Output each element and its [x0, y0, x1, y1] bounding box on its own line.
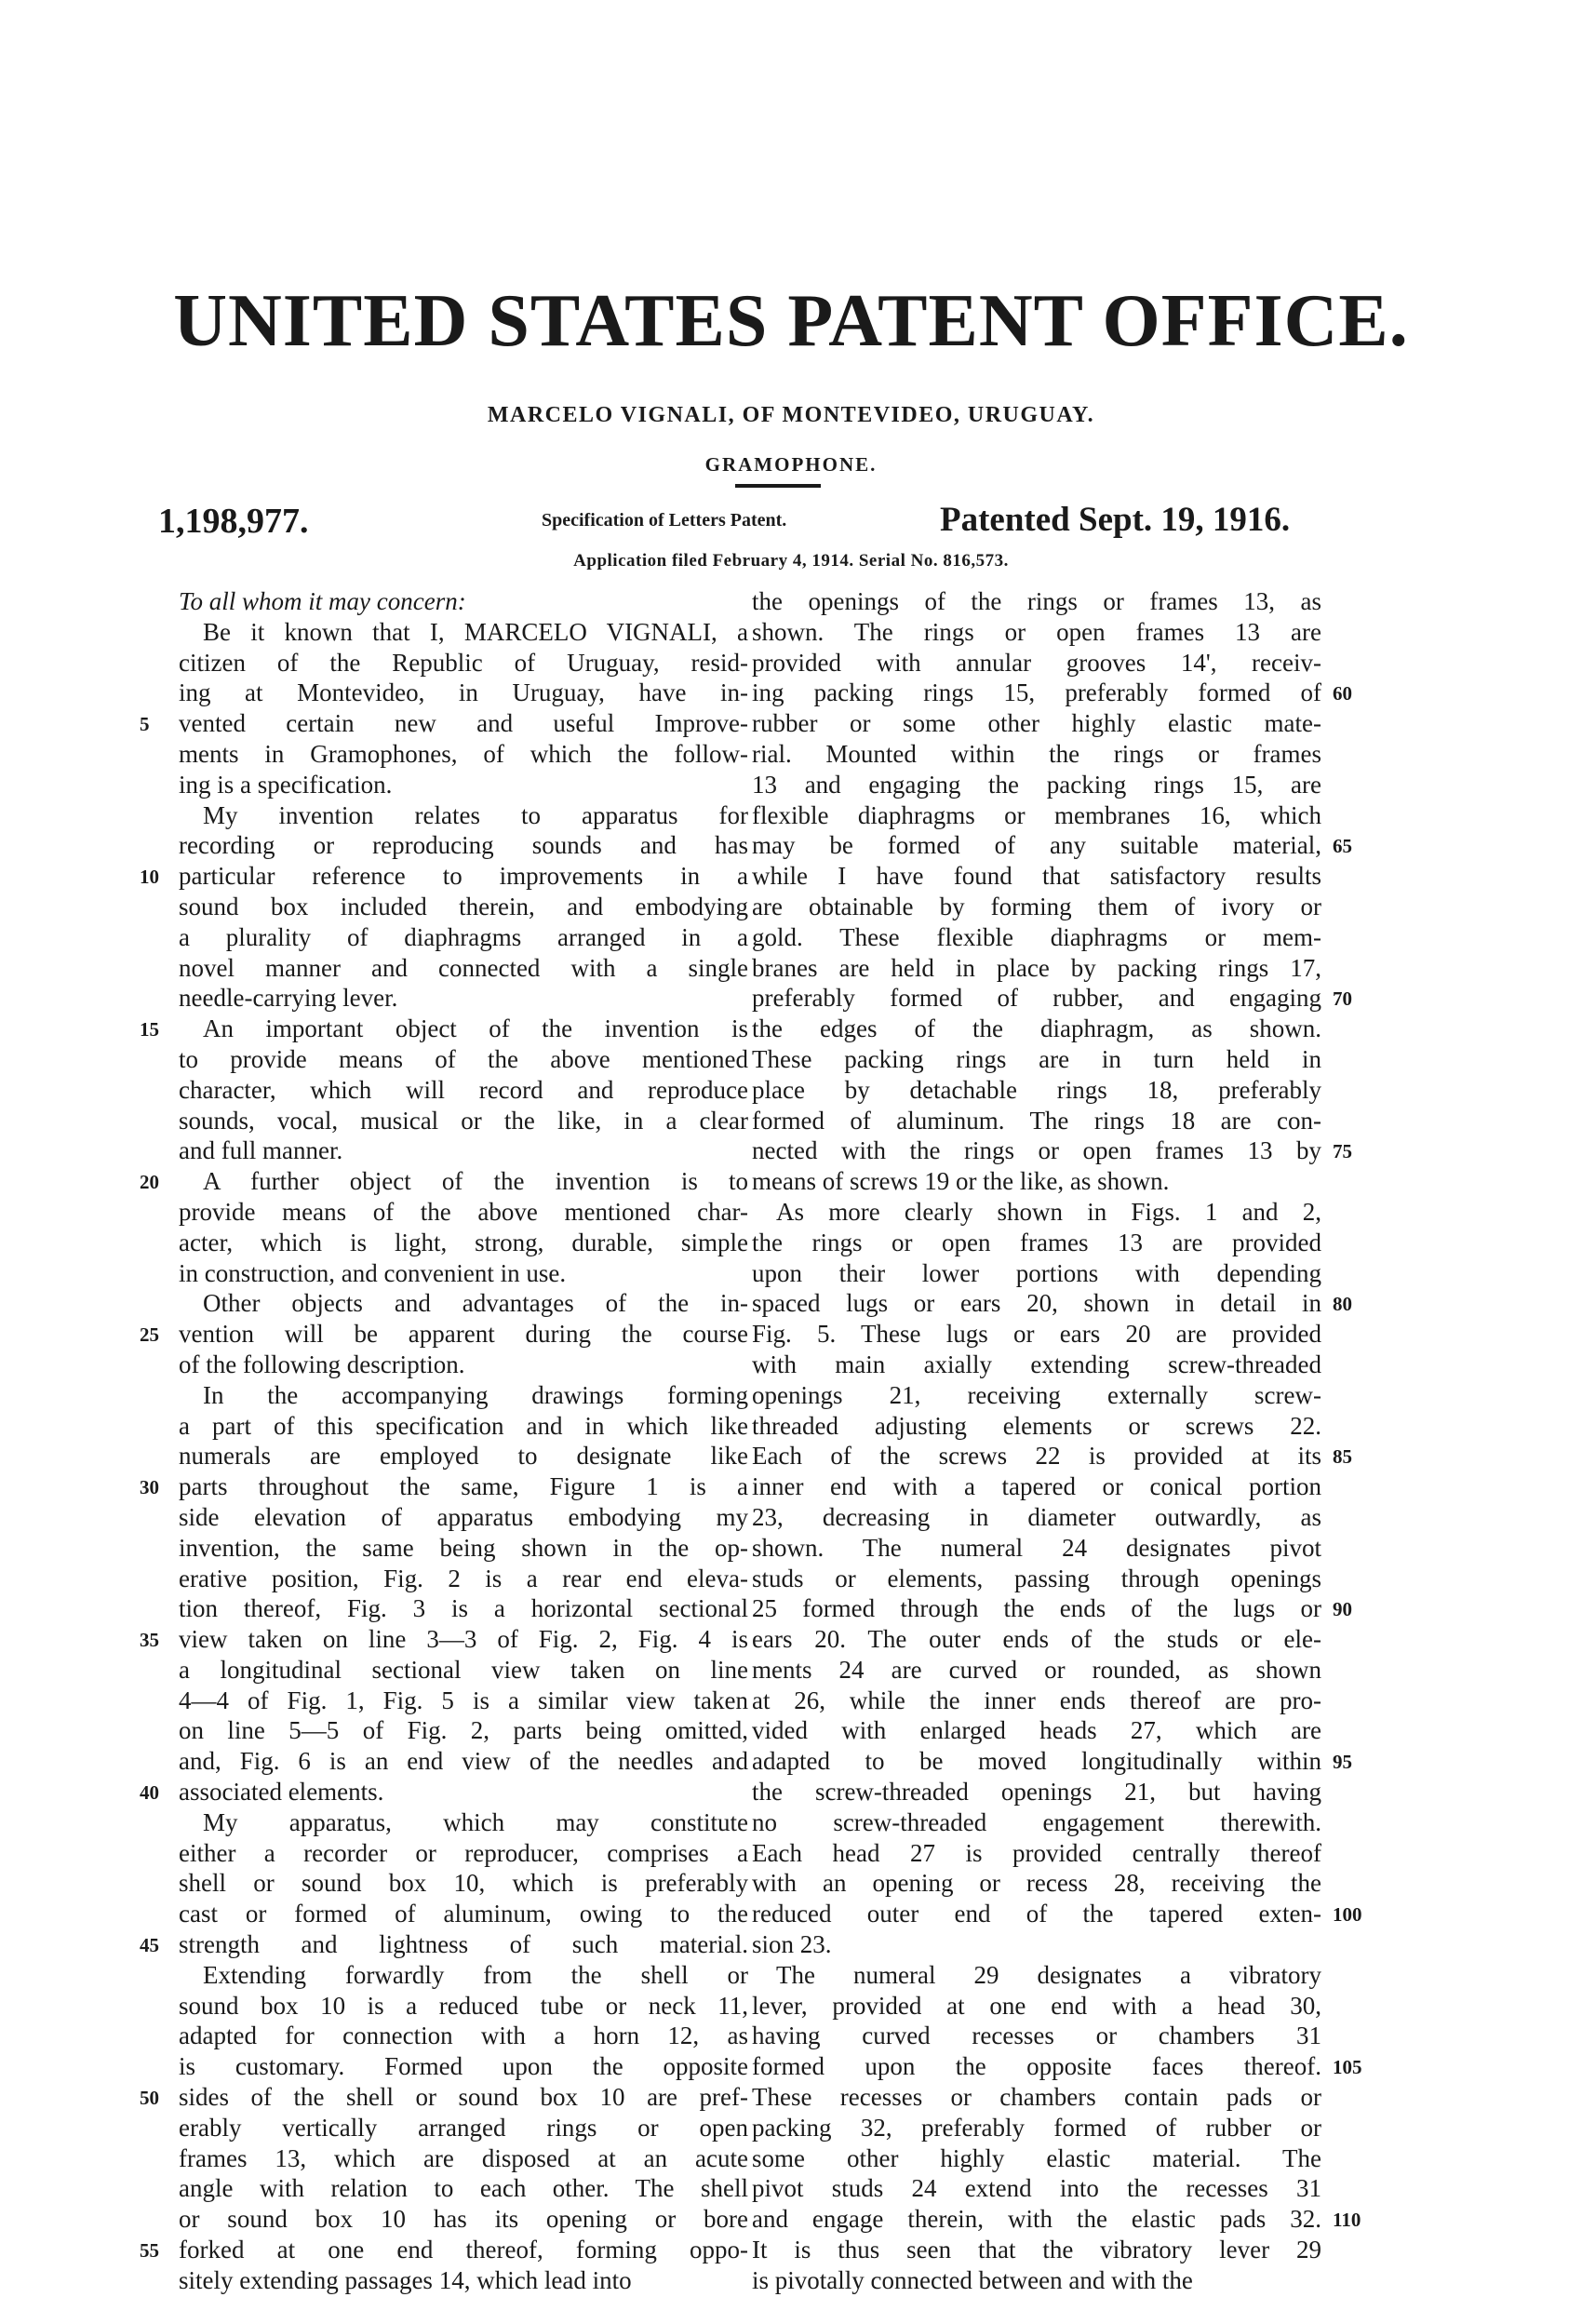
patent-office-title: UNITED STATES PATENT OFFICE. — [173, 280, 1409, 362]
text-line: upon their lower portions with depending — [752, 1258, 1321, 1287]
text-line: ing is a specification. — [179, 770, 393, 799]
text-line: associated elements. — [179, 1778, 384, 1807]
text-line: particular reference to improvements in a — [179, 862, 748, 891]
text-line: Extending forwardly from the shell or — [203, 1960, 748, 1989]
line-number: 75 — [1333, 1140, 1352, 1163]
text-line: threaded adjusting elements or screws 22. — [752, 1411, 1321, 1440]
text-line: some other highly elastic material. The — [752, 2143, 1321, 2172]
text-line: is customary. Formed upon the opposite — [179, 2052, 748, 2081]
text-line: place by detachable rings 18, preferably — [752, 1075, 1321, 1104]
text-line: ments 24 are curved or rounded, as shown — [752, 1655, 1321, 1684]
specification-label: Specification of Letters Patent. — [542, 510, 787, 531]
text-line: erative position, Fig. 2 is a rear end eleva- — [179, 1564, 748, 1592]
text-line: novel manner and connected with a single — [179, 953, 748, 982]
text-line: no screw-threaded engagement therewith. — [752, 1807, 1321, 1836]
text-line: 4—4 of Fig. 1, Fig. 5 is a similar view taken — [179, 1686, 748, 1714]
text-line: or sound box 10 has its opening or bore — [179, 2205, 748, 2234]
line-number: 40 — [140, 1781, 159, 1805]
text-line: openings 21, receiving externally screw- — [752, 1380, 1321, 1409]
text-line: adapted to be moved longitudinally within — [752, 1747, 1321, 1776]
text-line: In the accompanying drawings forming — [203, 1380, 748, 1409]
text-line: are obtainable by forming them of ivory or — [752, 892, 1321, 920]
text-line: branes are held in place by packing rings 17, — [752, 953, 1321, 982]
line-number: 80 — [1333, 1293, 1352, 1316]
text-line: side elevation of apparatus embodying my — [179, 1502, 748, 1531]
text-line: a longitudinal sectional view taken on line — [179, 1655, 748, 1684]
text-line: These packing rings are in turn held in — [752, 1044, 1321, 1073]
text-line: either a recorder or reproducer, comprises a — [179, 1838, 748, 1867]
text-line: the screw-threaded openings 21, but having — [752, 1778, 1321, 1807]
text-line: 13 and engaging the packing rings 15, are — [752, 770, 1321, 799]
line-number: 25 — [140, 1323, 159, 1347]
line-number: 15 — [140, 1018, 159, 1041]
text-line: 25 formed through the ends of the lugs or — [752, 1594, 1321, 1623]
text-line: shell or sound box 10, which is preferably — [179, 1869, 748, 1898]
text-line: a plurality of diaphragms arranged in a — [179, 922, 748, 951]
text-line: vided with enlarged heads 27, which are — [752, 1716, 1321, 1745]
text-line: erably vertically arranged rings or open — [179, 2113, 748, 2142]
text-line: rial. Mounted within the rings or frames — [752, 739, 1321, 768]
line-number: 100 — [1333, 1903, 1362, 1927]
line-number: 10 — [140, 866, 159, 889]
text-line: gold. These flexible diaphragms or mem- — [752, 922, 1321, 951]
text-line: preferably formed of rubber, and engaging — [752, 984, 1321, 1013]
text-line: sides of the shell or sound box 10 are pref- — [179, 2083, 748, 2112]
text-line: citizen of the Republic of Uruguay, resid- — [179, 648, 748, 677]
patented-date: Patented Sept. 19, 1916. — [940, 501, 1291, 539]
text-line: view taken on line 3—3 of Fig. 2, Fig. 4 is — [179, 1625, 748, 1654]
patent-number: 1,198,977. — [158, 502, 309, 541]
text-line: flexible diaphragms or membranes 16, which — [752, 800, 1321, 829]
text-line: packing 32, preferably formed of rubber or — [752, 2113, 1321, 2142]
text-line: My invention relates to apparatus for — [203, 800, 748, 829]
line-number: 5 — [140, 713, 150, 736]
line-number: 65 — [1333, 835, 1352, 858]
text-line: numerals are employed to designate like — [179, 1442, 748, 1471]
text-line: reduced outer end of the tapered exten- — [752, 1900, 1321, 1928]
text-line: forked at one end thereof, forming oppo- — [179, 2236, 748, 2264]
line-number: 50 — [140, 2087, 159, 2110]
text-line: frames 13, which are disposed at an acute — [179, 2143, 748, 2172]
text-line: Be it known that I, MARCELO VIGNALI, a — [203, 617, 748, 646]
text-line: An important object of the invention is — [203, 1014, 748, 1043]
text-line: Fig. 5. These lugs or ears 20 are provided — [752, 1320, 1321, 1349]
text-line: invention, the same being shown in the op- — [179, 1533, 748, 1562]
text-line: sound box included therein, and embodying — [179, 892, 748, 920]
invention-title: GRAMOPHONE. — [704, 453, 878, 476]
text-line: acter, which is light, strong, durable, simple — [179, 1228, 748, 1256]
line-number: 85 — [1333, 1445, 1352, 1469]
text-line: Each head 27 is provided centrally thereof — [752, 1838, 1321, 1867]
text-line: vented certain new and useful Improve- — [179, 709, 748, 738]
text-line: needle-carrying lever. — [179, 984, 398, 1013]
text-line: means of screws 19 or the like, as shown. — [752, 1167, 1170, 1196]
text-line: with an opening or recess 28, receiving the — [752, 1869, 1321, 1898]
text-line: sitely extending passages 14, which lead into — [179, 2265, 632, 2294]
text-line: sound box 10 is a reduced tube or neck 11, — [179, 1991, 748, 2020]
text-line: with main axially extending screw-threaded — [752, 1350, 1321, 1378]
text-line: at 26, while the inner ends thereof are pro- — [752, 1686, 1321, 1714]
text-line: formed upon the opposite faces thereof. — [752, 2052, 1321, 2081]
text-line: My apparatus, which may constitute — [203, 1807, 748, 1836]
text-line: may be formed of any suitable material, — [752, 831, 1321, 860]
text-line: to provide means of the above mentioned — [179, 1044, 748, 1073]
line-number: 105 — [1333, 2056, 1362, 2079]
text-line: having curved recesses or chambers 31 — [752, 2022, 1321, 2050]
left-text-column — [179, 586, 748, 2296]
application-line: Application filed February 4, 1914. Serial No. 816,573. — [573, 551, 1009, 571]
text-line: spaced lugs or ears 20, shown in detail in — [752, 1289, 1321, 1318]
text-line: These recesses or chambers contain pads or — [752, 2083, 1321, 2112]
text-line: of the following description. — [179, 1350, 465, 1378]
text-line: ears 20. The outer ends of the studs or ele- — [752, 1625, 1321, 1654]
text-line: character, which will record and reproduce — [179, 1075, 748, 1104]
text-line: adapted for connection with a horn 12, as — [179, 2022, 748, 2050]
text-line: 23, decreasing in diameter outwardly, as — [752, 1502, 1321, 1531]
text-line: tion thereof, Fig. 3 is a horizontal sectional — [179, 1594, 748, 1623]
text-line: sion 23. — [752, 1930, 832, 1959]
text-line: on line 5—5 of Fig. 2, parts being omitted, — [179, 1716, 748, 1745]
line-number: 55 — [140, 2239, 159, 2263]
text-line: inner end with a tapered or conical portion — [752, 1472, 1321, 1501]
text-line: sounds, vocal, musical or the like, in a clear — [179, 1106, 748, 1135]
text-line: in construction, and convenient in use. — [179, 1258, 567, 1287]
text-line: strength and lightness of such material. — [179, 1930, 748, 1959]
line-number: 90 — [1333, 1598, 1352, 1621]
text-line: rubber or some other highly elastic mate- — [752, 709, 1321, 738]
text-line: parts throughout the same, Figure 1 is a — [179, 1472, 748, 1501]
line-number: 60 — [1333, 682, 1352, 705]
line-number: 35 — [140, 1629, 159, 1652]
text-line: vention will be apparent during the course — [179, 1320, 748, 1349]
text-line: To all whom it may concern: — [179, 587, 466, 615]
text-line: formed of aluminum. The rings 18 are con- — [752, 1106, 1321, 1135]
text-line: while I have found that satisfactory results — [752, 862, 1321, 891]
text-line: cast or formed of aluminum, owing to the — [179, 1900, 748, 1928]
text-line: ing packing rings 15, preferably formed of — [752, 678, 1321, 707]
text-line: recording or reproducing sounds and has — [179, 831, 748, 860]
text-line: is pivotally connected between and with the — [752, 2265, 1193, 2294]
line-number: 20 — [140, 1171, 159, 1194]
text-line: A further object of the invention is to — [203, 1167, 748, 1196]
line-number: 30 — [140, 1476, 159, 1499]
text-line: lever, provided at one end with a head 30, — [752, 1991, 1321, 2020]
inventor-line: MARCELO VIGNALI, OF MONTEVIDEO, URUGUAY. — [487, 403, 1095, 427]
text-line: pivot studs 24 extend into the recesses 31 — [752, 2174, 1321, 2203]
text-line: and, Fig. 6 is an end view of the needles and — [179, 1747, 748, 1776]
line-number: 110 — [1333, 2209, 1361, 2232]
text-line: a part of this specification and in which like — [179, 1411, 748, 1440]
text-line: ing at Montevideo, in Uruguay, have in- — [179, 678, 748, 707]
text-line: nected with the rings or open frames 13 by — [752, 1136, 1321, 1165]
right-text-column — [752, 586, 1321, 2296]
text-line: ments in Gramophones, of which the follow- — [179, 739, 748, 768]
text-line: studs or elements, passing through openings — [752, 1564, 1321, 1592]
text-line: It is thus seen that the vibratory lever 29 — [752, 2236, 1321, 2264]
text-line: and full manner. — [179, 1136, 343, 1165]
text-line: shown. The numeral 24 designates pivot — [752, 1533, 1321, 1562]
text-line: the edges of the diaphragm, as shown. — [752, 1014, 1321, 1043]
line-number: 95 — [1333, 1751, 1352, 1774]
text-line: shown. The rings or open frames 13 are — [752, 617, 1321, 646]
text-line: provide means of the above mentioned char- — [179, 1197, 748, 1226]
text-line: Other objects and advantages of the in- — [203, 1289, 748, 1318]
text-line: As more clearly shown in Figs. 1 and 2, — [776, 1197, 1321, 1226]
text-line: angle with relation to each other. The shell — [179, 2174, 748, 2203]
text-line: and engage therein, with the elastic pads 32. — [752, 2205, 1321, 2234]
line-number: 45 — [140, 1934, 159, 1957]
text-line: the rings or open frames 13 are provided — [752, 1228, 1321, 1256]
line-number: 70 — [1333, 987, 1352, 1011]
title-divider — [735, 484, 821, 488]
text-line: the openings of the rings or frames 13, as — [752, 587, 1321, 615]
text-line: The numeral 29 designates a vibratory — [776, 1960, 1321, 1989]
text-line: provided with annular grooves 14', receiv- — [752, 648, 1321, 677]
text-line: Each of the screws 22 is provided at its — [752, 1442, 1321, 1471]
